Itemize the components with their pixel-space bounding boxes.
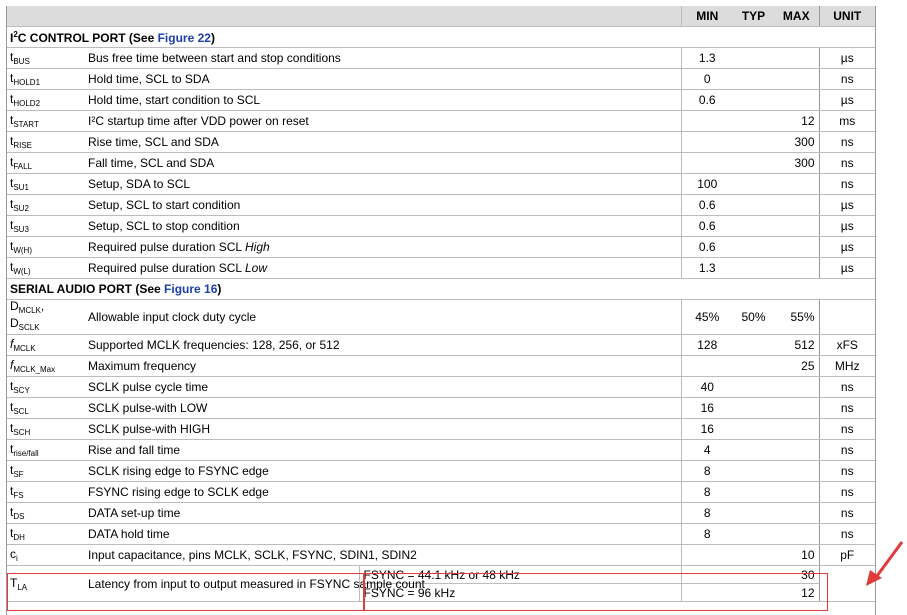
col-header-max: MAX [774, 6, 819, 27]
typ-cell [733, 48, 774, 69]
unit-cell: µs [819, 90, 875, 111]
col-header-typ: TYP [733, 6, 774, 27]
table-row [6, 237, 875, 258]
typ-cell [733, 524, 774, 545]
unit-cell: ns [819, 503, 875, 524]
symbol-cell: $t_{FALL}$ [6, 153, 84, 174]
unit-cell: ns [819, 524, 875, 545]
table-row [6, 419, 875, 440]
red-arrow-icon [862, 540, 907, 588]
description-cell: Required pulse duration SCL Low [84, 258, 681, 279]
unit-cell: µs [819, 195, 875, 216]
min-cell: 8 [681, 503, 733, 524]
table-row [6, 524, 875, 545]
description-cell: SCLK pulse cycle time [84, 377, 681, 398]
typ-cell [733, 174, 774, 195]
min-cell: 0.6 [681, 237, 733, 258]
table-row [6, 258, 875, 279]
unit-cell: µs [819, 216, 875, 237]
typ-cell [733, 503, 774, 524]
table-row [6, 461, 875, 482]
min-cell [681, 153, 733, 174]
typ-cell [733, 216, 774, 237]
description-cell: Setup, SDA to SCL [84, 174, 681, 195]
typ-cell [733, 153, 774, 174]
table-header-row [6, 6, 875, 27]
table-row [6, 377, 875, 398]
min-cell: 40 [681, 377, 733, 398]
description-cell: Rise time, SCL and SDA [84, 132, 681, 153]
max-cell: 12 [774, 111, 819, 132]
unit-cell [819, 300, 875, 335]
description-cell: Rise and fall time [84, 440, 681, 461]
max-cell [774, 216, 819, 237]
unit-cell: ns [819, 482, 875, 503]
typ-cell [733, 482, 774, 503]
unit-cell: ns [819, 377, 875, 398]
table-row [6, 440, 875, 461]
section-header-audio: SERIAL AUDIO PORT (See Figure 16) [6, 279, 875, 300]
figure-22-link[interactable]: Figure 22 [157, 30, 211, 45]
description-cell: DATA set-up time [84, 503, 681, 524]
symbol-cell: $t_{W(L)}$ [6, 258, 84, 279]
symbol-cell: $f_{MCLK}$ [6, 335, 84, 356]
typ-cell [733, 195, 774, 216]
min-cell: 0.6 [681, 90, 733, 111]
max-cell [774, 482, 819, 503]
typ-cell [733, 440, 774, 461]
table-row [6, 335, 875, 356]
min-cell: 0.6 [681, 216, 733, 237]
min-cell: 8 [681, 524, 733, 545]
max-cell: 300 [774, 132, 819, 153]
table-row [6, 174, 875, 195]
unit-cell: ns [819, 440, 875, 461]
symbol-cell: $t_{SU3}$ [6, 216, 84, 237]
max-cell [774, 48, 819, 69]
table-row [6, 111, 875, 132]
unit-cell: ns [819, 153, 875, 174]
min-cell: 1.3 [681, 48, 733, 69]
symbol-cell: $t_{RISE}$ [6, 132, 84, 153]
typ-cell [733, 90, 774, 111]
description-cell: SCLK pulse-with LOW [84, 398, 681, 419]
typ-cell [733, 258, 774, 279]
max-cell [774, 461, 819, 482]
unit-cell: ms [819, 111, 875, 132]
max-cell: 300 [774, 153, 819, 174]
unit-cell: ns [819, 174, 875, 195]
table-row [6, 153, 875, 174]
timing-spec-table [6, 6, 875, 602]
min-cell: 100 [681, 174, 733, 195]
description-cell: Hold time, SCL to SDA [84, 69, 681, 90]
symbol-cell: $t_{START}$ [6, 111, 84, 132]
max-cell [774, 90, 819, 111]
unit-cell: pF [819, 545, 875, 566]
min-cell: 16 [681, 398, 733, 419]
description-cell: Input capacitance, pins MCLK, SCLK, FSYNC, SDIN1, SDIN2 [84, 545, 681, 566]
description-cell: Supported MCLK frequencies: 128, 256, or 512 [84, 335, 681, 356]
symbol-cell: $t_{HOLD1}$ [6, 69, 84, 90]
table-row [6, 48, 875, 69]
symbol-cell: $t_{BUS}$ [6, 48, 84, 69]
max-cell: 25 [774, 356, 819, 377]
typ-cell [733, 398, 774, 419]
max-cell [774, 524, 819, 545]
min-cell: 8 [681, 461, 733, 482]
col-header-unit: UNIT [819, 6, 875, 27]
max-cell [774, 195, 819, 216]
max-cell [774, 503, 819, 524]
description-cell: Hold time, start condition to SCL [84, 90, 681, 111]
min-cell: 0.6 [681, 195, 733, 216]
condition-cell-1: FSYNC = 44.1 kHz or 48 kHz [359, 566, 681, 584]
max-cell: 55% [774, 300, 819, 335]
symbol-cell: $t_{HOLD2}$ [6, 90, 84, 111]
min-cell: 45% [681, 300, 733, 335]
description-cell: Setup, SCL to start condition [84, 195, 681, 216]
table-row [6, 90, 875, 111]
table-row-tla [6, 566, 875, 584]
section-header-i2c: $I^2C$ CONTROL PORT (See Figure 22) [6, 27, 875, 48]
min-cell [681, 132, 733, 153]
symbol-cell: $t_{SF}$ [6, 461, 84, 482]
typ-cell [733, 461, 774, 482]
symbol-cell: $t_{SCL}$ [6, 398, 84, 419]
unit-cell: µs [819, 258, 875, 279]
description-cell: Required pulse duration SCL High [84, 237, 681, 258]
max-cell [774, 237, 819, 258]
max-cell [774, 440, 819, 461]
col-header-min: MIN [681, 6, 733, 27]
min-cell [681, 356, 733, 377]
unit-cell: µs [819, 48, 875, 69]
symbol-cell: $t_{SCH}$ [6, 419, 84, 440]
table-row [6, 216, 875, 237]
max-cell: 512 [774, 335, 819, 356]
max-cell [774, 174, 819, 195]
max-cell [774, 69, 819, 90]
max-cell [774, 377, 819, 398]
symbol-cell: $f_{MCLK\_Max}$ [6, 356, 84, 377]
description-cell: Allowable input clock duty cycle [84, 300, 681, 335]
typ-cell [733, 419, 774, 440]
symbol-cell: $t_{DS}$ [6, 503, 84, 524]
table-row [6, 482, 875, 503]
description-cell: I²C startup time after VDD power on reset [84, 111, 681, 132]
min-cell: 1.3 [681, 258, 733, 279]
symbol-cell: $t_{SCY}$ [6, 377, 84, 398]
min-cell: 128 [681, 335, 733, 356]
description-cell: Fall time, SCL and SDA [84, 153, 681, 174]
symbol-cell: $t_{W(H)}$ [6, 237, 84, 258]
symbol-cell: $t_{FS}$ [6, 482, 84, 503]
unit-cell: ns [819, 419, 875, 440]
description-cell: FSYNC rising edge to SCLK edge [84, 482, 681, 503]
condition-cell-2: FSYNC = 96 kHz [359, 584, 681, 602]
typ-cell [733, 69, 774, 90]
max-cell: 12 [774, 584, 819, 602]
unit-cell: µs [819, 237, 875, 258]
max-cell: 30 [774, 566, 819, 584]
typ-cell: 50% [733, 300, 774, 335]
unit-cell: ns [819, 398, 875, 419]
symbol-cell: $D_{MCLK}$, $D_{SCLK}$ [6, 300, 84, 335]
description-cell: Setup, SCL to stop condition [84, 216, 681, 237]
typ-cell [733, 545, 774, 566]
max-cell [774, 419, 819, 440]
symbol-cell: $c_i$ [6, 545, 84, 566]
max-cell: 10 [774, 545, 819, 566]
symbol-cell: $t_{DH}$ [6, 524, 84, 545]
unit-cell: xFS [819, 335, 875, 356]
unit-cell: ns [819, 132, 875, 153]
max-cell [774, 258, 819, 279]
symbol-cell: $t_{SU2}$ [6, 195, 84, 216]
description-cell: Bus free time between start and stop conditions [84, 48, 681, 69]
description-cell: SCLK pulse-with HIGH [84, 419, 681, 440]
typ-cell [733, 132, 774, 153]
typ-cell [733, 335, 774, 356]
figure-16-link[interactable]: Figure 16 [164, 282, 218, 296]
min-cell [681, 545, 733, 566]
min-cell: 16 [681, 419, 733, 440]
table-row [6, 545, 875, 566]
typ-cell [733, 111, 774, 132]
unit-cell: ns [819, 461, 875, 482]
unit-cell: MHz [819, 356, 875, 377]
description-cell: DATA hold time [84, 524, 681, 545]
symbol-cell: $t_{SU1}$ [6, 174, 84, 195]
table-row [6, 300, 875, 335]
table-row [6, 398, 875, 419]
table-row [6, 356, 875, 377]
typ-cell [733, 356, 774, 377]
table-row [6, 69, 875, 90]
min-cell: 0 [681, 69, 733, 90]
symbol-cell: $t_{rise/fall}$ [6, 440, 84, 461]
min-cell: 4 [681, 440, 733, 461]
max-cell [774, 398, 819, 419]
description-cell: Maximum frequency [84, 356, 681, 377]
description-cell: SCLK rising edge to FSYNC edge [84, 461, 681, 482]
typ-cell [733, 237, 774, 258]
min-cell [681, 111, 733, 132]
table-row [6, 195, 875, 216]
typ-cell [733, 377, 774, 398]
min-cell: 8 [681, 482, 733, 503]
description-cell: Latency from input to output measured in FSYNC sample count [84, 566, 359, 602]
table-row [6, 503, 875, 524]
table-row [6, 132, 875, 153]
unit-cell: ns [819, 69, 875, 90]
symbol-cell: $T_{LA}$ [6, 566, 84, 602]
